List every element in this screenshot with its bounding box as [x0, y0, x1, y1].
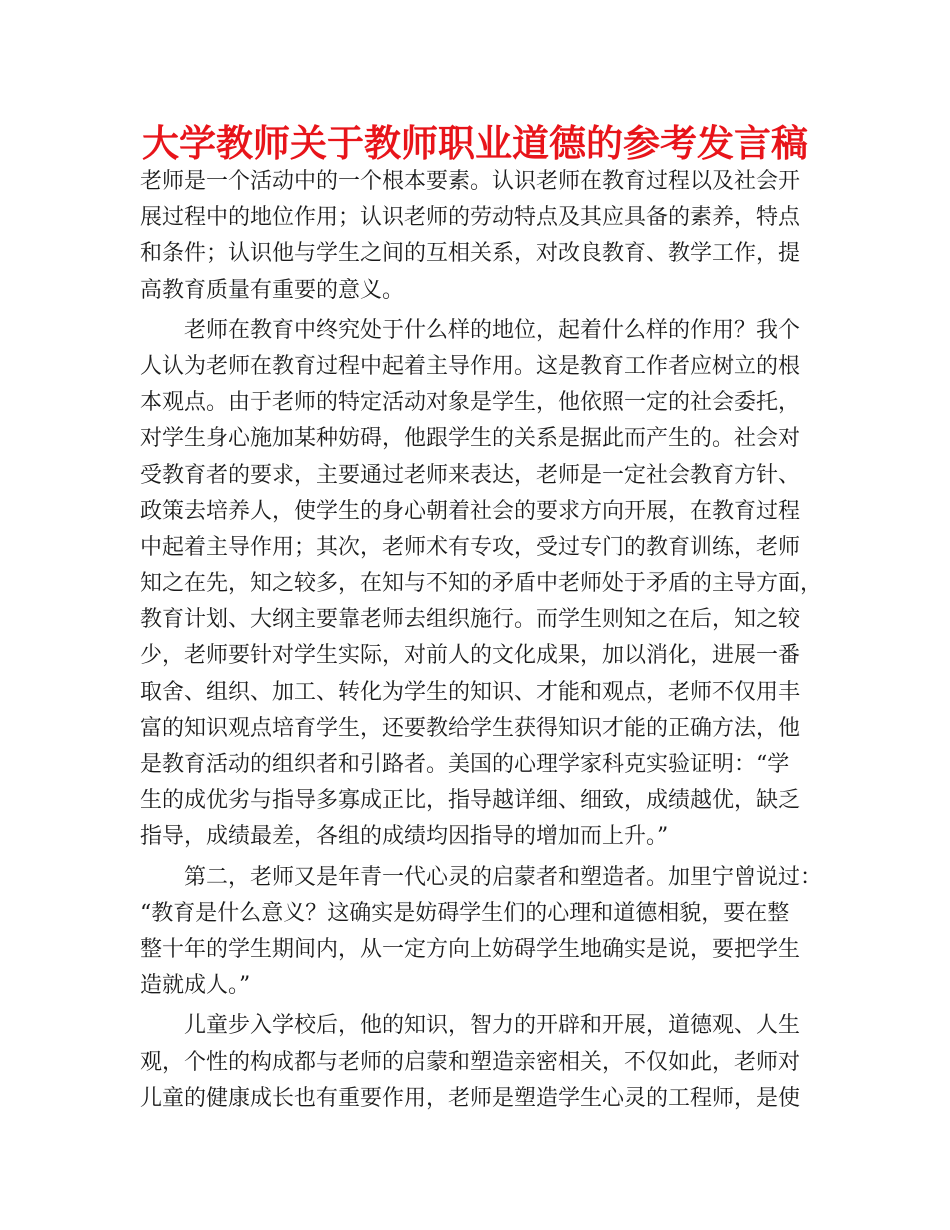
text-line: 生的成优劣与指导多寡成正比，指导越详细、细致，成绩越优，缺乏 [140, 788, 801, 814]
text-line: 整十年的学生期间内，从一定方向上妨碍学生地确实是说，要把学生 [140, 936, 801, 962]
text-line: 人认为老师在教育过程中起着主导作用。这是教育工作者应树立的根 [140, 353, 801, 379]
text-line: 儿童的健康成长也有重要作用，老师是塑造学生心灵的工程师，是使 [140, 1085, 801, 1111]
text-line: 老师是一个活动中的一个根本要素。认识老师在教育过程以及社会开 [140, 169, 801, 194]
text-line: 少，老师要针对学生实际，对前人的文化成果，加以消化，进展一番 [140, 643, 801, 669]
text-line: 对学生身心施加某种妨碍，他跟学生的关系是据此而产生的。社会对 [140, 426, 801, 452]
text-line: 中起着主导作用；其次，老师术有专攻，受过专门的教育训练，老师 [140, 534, 801, 560]
text-line: 儿童步入学校后，他的知识，智力的开辟和开展，道德观、人生 [184, 1013, 801, 1039]
document-body [140, 164, 823, 1117]
text-line: 高教育质量有重要的意义。 [140, 277, 405, 303]
paragraph-1 [140, 164, 820, 309]
paragraph-3 [140, 860, 823, 1005]
text-line: 老师在教育中终究处于什么样的地位，起着什么样的作用？我个 [184, 317, 801, 343]
text-line: 政策去培养人，使学生的身心朝着社会的要求方向开展，在教育过程 [140, 498, 801, 524]
text-line: 观，个性的构成都与老师的启蒙和塑造亲密相关，不仅如此，老师对 [140, 1049, 801, 1075]
paragraph-2 [140, 313, 823, 856]
text-line: 富的知识观点培育学生，还要教给学生获得知识才能的正确方法，他 [140, 715, 801, 741]
document-title: 大学教师关于教师职业道德的参考发言稿 [142, 122, 808, 165]
text-line: 本观点。由于老师的特定活动对象是学生，他依照一定的社会委托， [140, 390, 801, 416]
text-line: 是教育活动的组织者和引路者。美国的心理学家科克实验证明：“学 [140, 752, 790, 777]
text-line: “教育是什么意义？这确实是妨碍学生们的心理和道德相貌，要在整 [140, 900, 790, 926]
text-line: 第二，老师又是年青一代心灵的启蒙者和塑造者。加里宁曾说过： [184, 864, 823, 890]
text-line: 受教育者的要求，主要通过老师来表达，老师是一定社会教育方针、 [140, 462, 801, 488]
text-line: 知之在先，知之较多，在知与不知的矛盾中老师处于矛盾的主导方面， [140, 571, 823, 597]
text-line: 展过程中的地位作用；认识老师的劳动特点及其应具备的素养，特点 [140, 205, 801, 231]
text-line: 造就成人。” [140, 973, 251, 999]
text-line: 教育计划、大纲主要靠老师去组织施行。而学生则知之在后，知之较 [140, 607, 801, 633]
text-line: 取舍、组织、加工、转化为学生的知识、才能和观点，老师不仅用丰 [140, 679, 801, 705]
text-line: 指导，成绩最差，各组的成绩均因指导的增加而上升。” [140, 824, 669, 850]
text-line: 和条件；认识他与学生之间的互相关系，对改良教育、教学工作，提 [140, 241, 801, 267]
paragraph-4 [140, 1008, 820, 1117]
